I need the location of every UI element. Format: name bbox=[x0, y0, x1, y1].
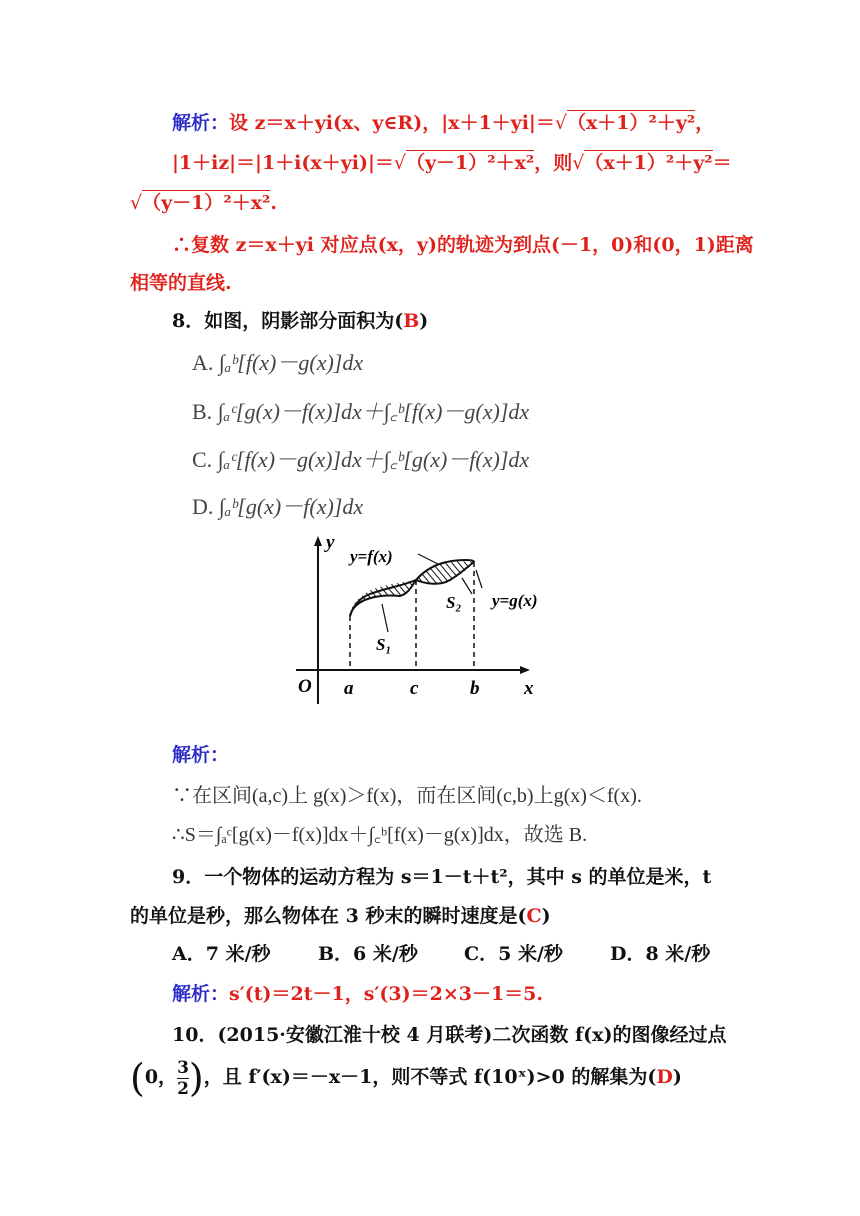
q9-choice-c: C．5 米/秒 bbox=[464, 943, 563, 965]
q8-analysis-line-2: ∴S＝∫ₐᶜ[g(x)－f(x)]dx＋∫꜀ᵇ[f(x)－g(x)]dx，故选 B. bbox=[172, 824, 588, 846]
q8-analysis-label: 解析： bbox=[172, 744, 230, 766]
a-label: a bbox=[344, 678, 354, 699]
s1-label: S₁ bbox=[376, 635, 392, 654]
c-label: c bbox=[410, 678, 419, 699]
q7-analysis-text: 设 z＝x＋yi(x、y∈R)，|x＋1＋yi|＝ bbox=[229, 112, 555, 134]
q10-stem-2: (0， $\frac{3}{2}$ )，且 f′(x)＝－x－1，则不等式 f(10ˣ)>0 的解集为(D) bbox=[130, 1056, 682, 1100]
origin-label: O bbox=[298, 676, 312, 697]
q7-analysis-line-2: |1＋iz|＝|1＋i(x＋yi)|＝√（y－1）²＋x²，则√（x＋1）²＋y²＝ bbox=[172, 152, 732, 174]
q7-analysis-line-1: 解析：设 z＝x＋yi(x、y∈R)，|x＋1＋yi|＝√（x＋1）²＋y²， bbox=[172, 112, 715, 134]
q8-option-b: B. ∫ₐᶜ[g(x)－f(x)]dx＋∫꜀ᵇ[f(x)－g(x)]dx bbox=[192, 399, 530, 424]
radical: （x＋1）²＋y² bbox=[584, 152, 713, 174]
q8-option-d: D. ∫ₐᵇ[g(x)－f(x)]dx bbox=[192, 494, 364, 519]
q10-stem-1: 10．(2015·安徽江淮十校 4 月联考)二次函数 f(x)的图像经过点 bbox=[172, 1024, 727, 1046]
q9-choice-d: D．8 米/秒 bbox=[610, 943, 711, 965]
g-pointer bbox=[476, 570, 482, 588]
b-label: b bbox=[470, 678, 480, 699]
s2-pointer bbox=[462, 578, 472, 594]
q10-answer: D bbox=[656, 1066, 673, 1088]
s2-label: S₂ bbox=[446, 593, 462, 612]
x-axis-label: x bbox=[524, 678, 534, 699]
f-pointer bbox=[418, 554, 438, 564]
f-label: y=f(x) bbox=[350, 547, 393, 566]
radical: （y－1）²＋x² bbox=[142, 192, 271, 214]
y-arrow-icon bbox=[314, 536, 322, 546]
q8-option-c: C. ∫ₐᶜ[f(x)－g(x)]dx＋∫꜀ᵇ[g(x)－f(x)]dx bbox=[192, 447, 530, 472]
q8-stem: 8．如图，阴影部分面积为(B) bbox=[172, 310, 429, 332]
q9-choice-a: A．7 米/秒 bbox=[172, 943, 271, 965]
analysis-label: 解析： bbox=[172, 112, 230, 134]
radical: （x＋1）²＋y² bbox=[566, 112, 696, 134]
q8-option-a: A. ∫ₐᵇ[f(x)－g(x)]dx bbox=[192, 350, 364, 375]
area-figure bbox=[290, 534, 562, 710]
q7-analysis-line-3: √（y－1）²＋x². bbox=[130, 192, 277, 214]
q8-answer: B bbox=[403, 310, 420, 332]
q9-analysis: 解析：s′(t)＝2t－1，s′(3)＝2×3－1＝5. bbox=[172, 983, 544, 1005]
q9-choice-b: B．6 米/秒 bbox=[318, 943, 418, 965]
y-axis-label: y bbox=[326, 534, 335, 553]
q9-choices bbox=[172, 939, 710, 966]
q7-analysis-line-4: ∴复数 z＝x＋yi 对应点(x，y)的轨迹为到点(－1，0)和(0，1)距离 bbox=[172, 234, 754, 256]
q8-analysis-line-1: ∵在区间(a,c)上 g(x)＞f(x)，而在区间(c,b)上g(x)＜f(x). bbox=[172, 785, 642, 807]
fraction: $\frac{3}{2}$ bbox=[177, 1057, 189, 1099]
q9-stem-2: 的单位是秒，那么物体在 3 秒末的瞬时速度是(C) bbox=[130, 905, 551, 927]
g-label: y=g(x) bbox=[492, 591, 538, 610]
x-arrow-icon bbox=[520, 666, 530, 674]
q7-analysis-line-5: 相等的直线. bbox=[130, 272, 232, 294]
s1-pointer bbox=[382, 604, 388, 632]
q9-stem-1: 9．一个物体的运动方程为 s＝1－t＋t²，其中 s 的单位是米，t bbox=[172, 866, 712, 888]
radical: （y－1）²＋x² bbox=[406, 152, 535, 174]
q9-answer: C bbox=[526, 905, 542, 927]
